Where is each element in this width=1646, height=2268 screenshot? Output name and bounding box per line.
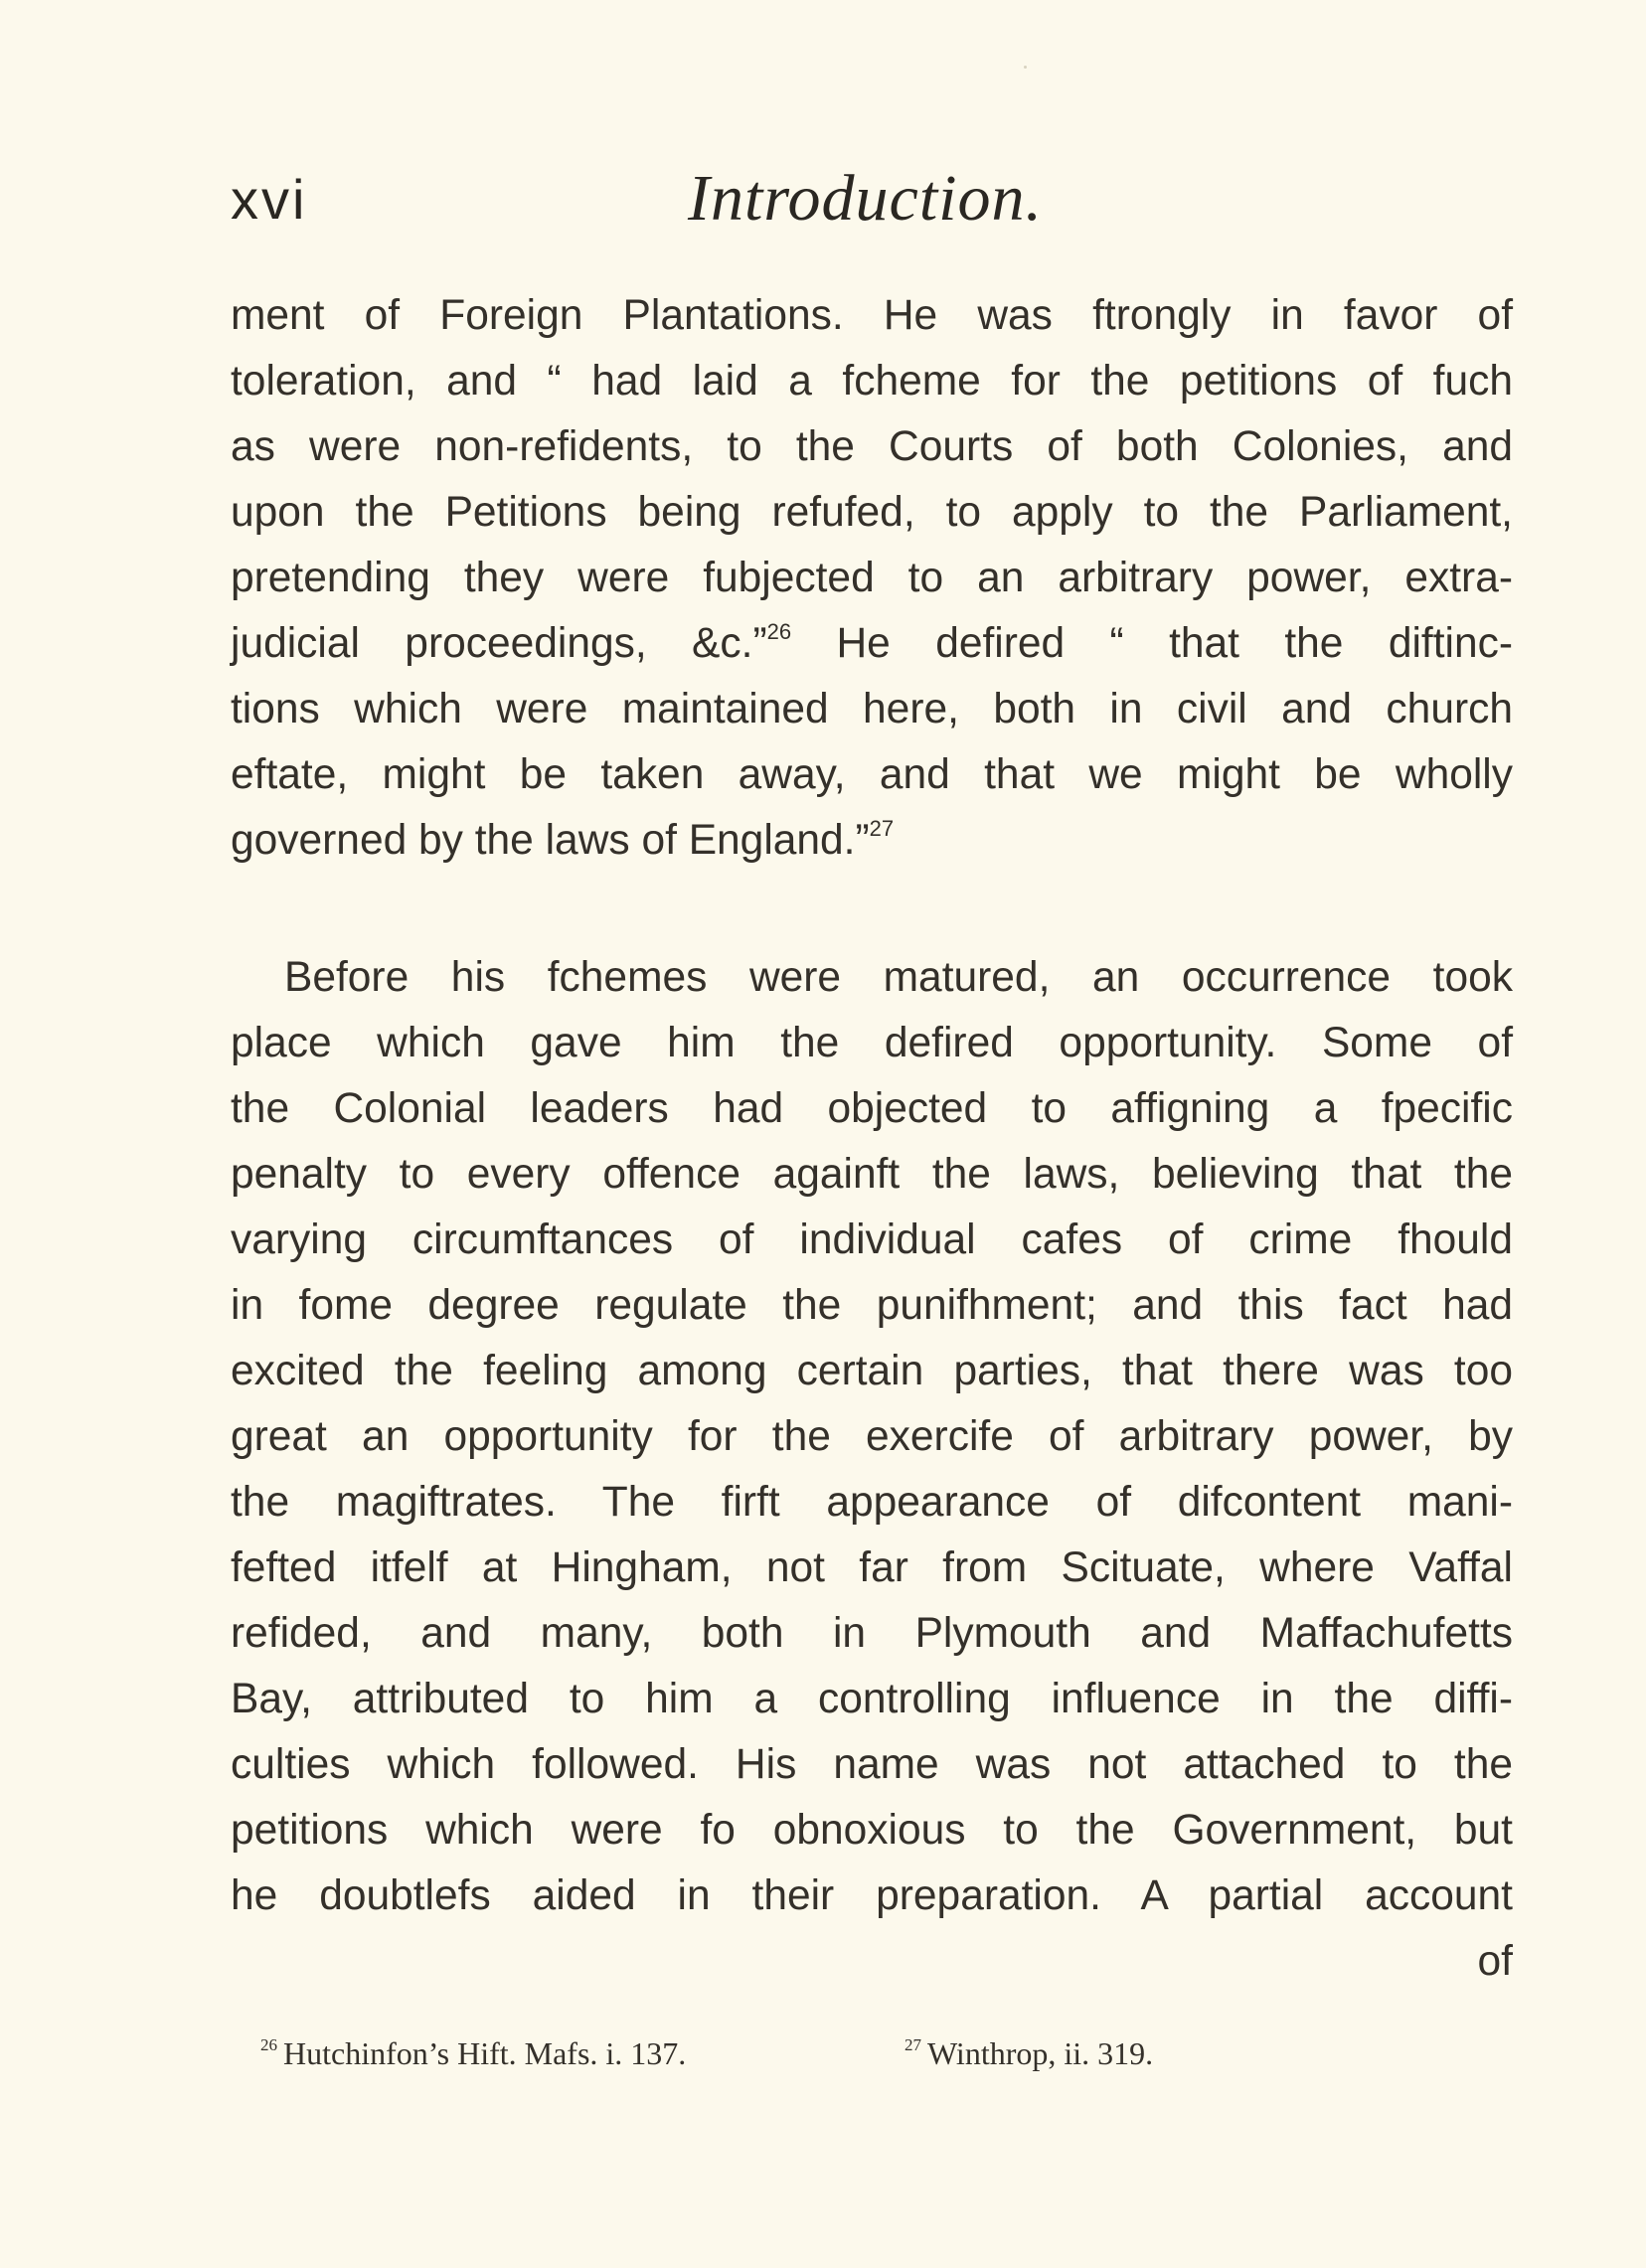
footnotes — [260, 2035, 1513, 2085]
text-line: as were non-refidents, to the Courts of both Colonies, and — [231, 423, 1513, 470]
text-line — [231, 616, 1513, 676]
text-line: culties which followed. His name was not attached to the — [231, 1741, 1513, 1788]
text-line: Bay, attributed to him a controlling influence in the diffi- — [231, 1676, 1513, 1722]
text-run: He defired “ that the diftinc- — [791, 620, 1513, 667]
footnote-number: 26 — [260, 2035, 277, 2054]
running-head — [231, 162, 1513, 256]
footnote-text: Hutchinfon’s Hift. Mafs. i. 137. — [283, 2035, 687, 2071]
text-line: excited the feeling among certain parties, that there was too — [231, 1348, 1513, 1394]
text-line: in fome degree regulate the punifhment; and this fact had — [231, 1282, 1513, 1329]
page-number: xvi — [231, 168, 308, 231]
text-line: pretending they were fubjected to an arbitrary power, extra- — [231, 555, 1513, 601]
text-line: varying circumftances of individual cafes of crime fhould — [231, 1216, 1513, 1263]
text-line: tions which were maintained here, both in civil and church — [231, 686, 1513, 732]
footnote-27 — [905, 2035, 1153, 2072]
footnote-reference: 27 — [869, 816, 895, 841]
paper-speck — [1024, 66, 1027, 69]
text-line: eftate, might be taken away, and that we might be wholly — [231, 751, 1513, 798]
text-line: toleration, and “ had laid a fcheme for the petitions of fuch — [231, 358, 1513, 405]
text-line: place which gave him the defired opportunity. Some of — [231, 1020, 1513, 1066]
catchword: of — [1477, 1938, 1513, 1985]
footnote-text: Winthrop, ii. 319. — [927, 2035, 1154, 2071]
text-run: judicial proceedings, &c.” — [231, 620, 767, 667]
footnote-number: 27 — [905, 2035, 921, 2054]
footnote-reference: 26 — [766, 619, 792, 644]
text-line: refided, and many, both in Plymouth and Maffachufetts — [231, 1610, 1513, 1657]
text-line: petitions which were fo obnoxious to the Government, but — [231, 1807, 1513, 1854]
footnote-26 — [260, 2035, 686, 2072]
text-line: fefted itfelf at Hingham, not far from Scituate, where Vaffal — [231, 1544, 1513, 1591]
text-line: ment of Foreign Plantations. He was ftrongly in favor of — [231, 292, 1513, 339]
text-line: great an opportunity for the exercife of arbitrary power, by — [231, 1413, 1513, 1460]
text-line: he doubtlefs aided in their preparation. A partial account — [231, 1872, 1513, 1919]
text-line: penalty to every offence againft the laws, believing that the — [231, 1151, 1513, 1198]
text-line: the magiftrates. The firft appearance of difcontent mani- — [231, 1479, 1513, 1526]
text-line: upon the Petitions being refufed, to apply to the Parliament, — [231, 489, 1513, 536]
text-line: Before his fchemes were matured, an occurrence took — [284, 954, 1513, 1001]
text-line: the Colonial leaders had objected to affigning a fpecific — [231, 1085, 1513, 1132]
running-title: Introduction. — [688, 162, 1044, 235]
text-run: governed by the laws of England.” — [231, 817, 870, 864]
text-line — [231, 813, 1513, 873]
